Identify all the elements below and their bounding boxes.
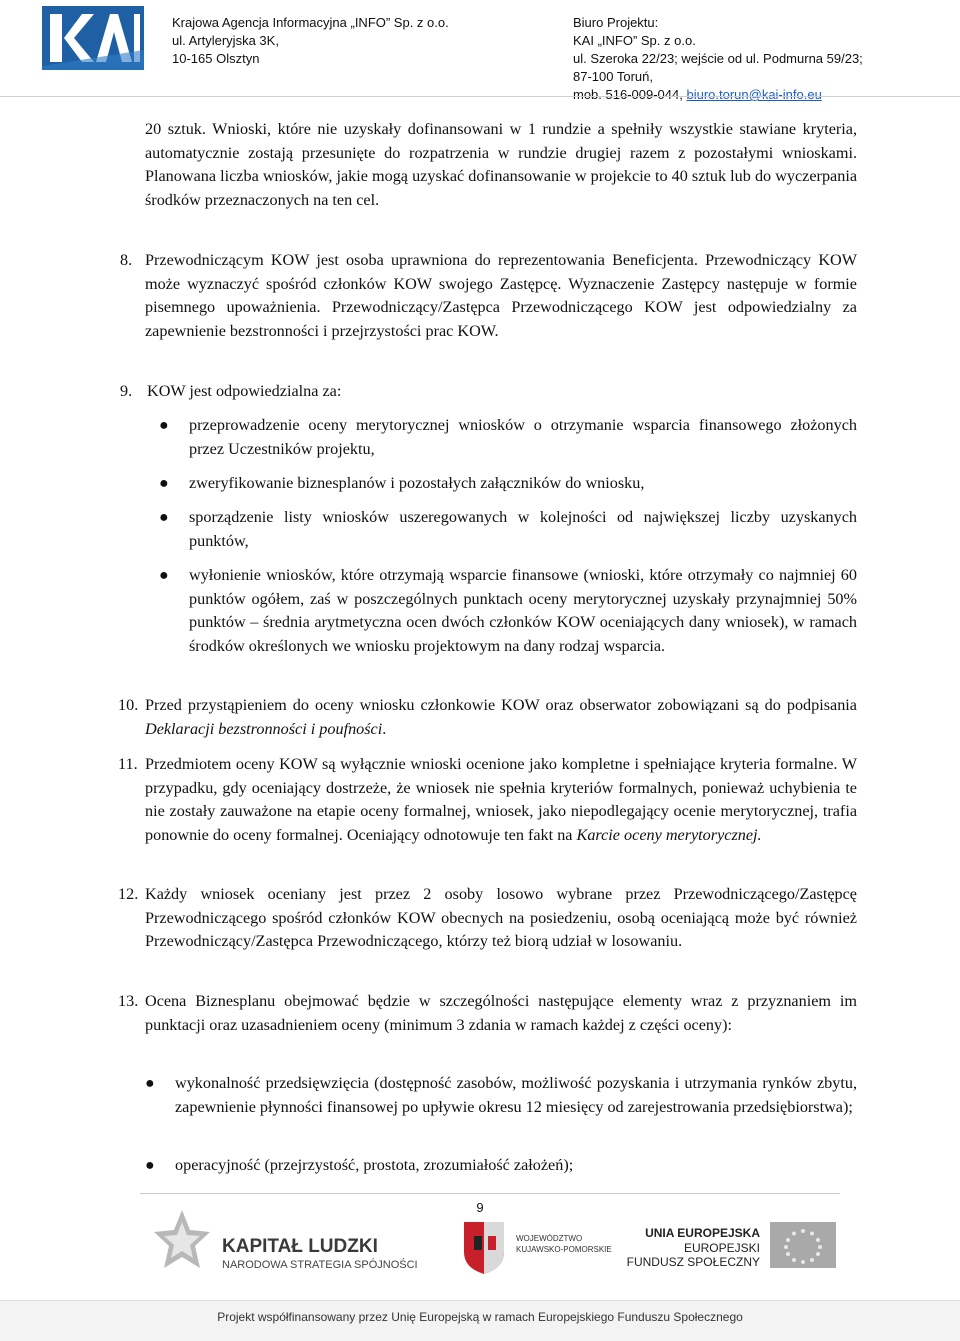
item-9-bullet-3: sporządzenie listy wniosków uszeregowanych w kolejności od największej liczby uzyskanych punktów,	[189, 508, 857, 550]
header-office-street: ul. Szeroka 22/23; wejście od ul. Podmurna 59/23;	[573, 51, 863, 66]
eu-label-line-3: FUNDUSZ SPOŁECZNY	[626, 1255, 760, 1269]
header-company-name: Krajowa Agencja Informacyjna „INFO” Sp. z o.o.	[172, 15, 449, 30]
item-9-bullet-2: zweryfikowanie biznesplanów i pozostałych załączników do wniosku,	[189, 474, 645, 492]
footer-divider	[140, 1193, 840, 1194]
item-10-number: 10.	[118, 696, 139, 714]
item-13-bullet-1: wykonalność przedsięwzięcia (dostępność zasobów, możliwość pozyskania i utrzymania rynków zbytu, zapewnienie płynności finansowej po upływie okresu 12 miesięcy od zarejestrowania przedsiębiorstwa);	[175, 1074, 857, 1116]
item-12-text: Każdy wniosek oceniany jest przez 2 osoby losowo wybrane przez Przewodniczącego/Zastępcę Przewodniczącego spośród członków KOW obecnych na posiedzeniu, osobą oceniającą może być również Przewodniczący/Zastępca Przewodniczącego, którzy też biorą udział w losowaniu.	[145, 885, 857, 951]
item-11-number: 11.	[118, 755, 138, 773]
page-number: 9	[476, 1200, 484, 1215]
bullet-icon: ●	[159, 475, 169, 492]
kai-logo	[42, 6, 144, 70]
header-divider	[0, 96, 960, 97]
eu-label-line-1: UNIA EUROPEJSKA	[645, 1226, 760, 1240]
item-13-number: 13.	[118, 992, 139, 1010]
header-phone: mob. 516-009-044,	[573, 87, 687, 102]
bullet-icon: ●	[145, 1157, 155, 1174]
item-11-document-name: Karcie oceny merytorycznej.	[576, 826, 762, 845]
bullet-icon: ●	[145, 1075, 155, 1092]
paragraph-intro: 20 sztuk. Wnioski, które nie uzyskały dofinansowani w 1 rundzie a spełniły wszystkie stawiane kryteria, automatycznie zostają przesunięte do rozpatrzenia w rundzie drugiej razem z pozostałymi wnioskami. Planowana liczba wniosków, jakie mogą uzyskać dofinansowanie w projekcie to 40 sztuk lub do wyczerpania środków przeznaczonych na ten cel.	[145, 120, 857, 210]
item-9-text: KOW jest odpowiedzialna za:	[147, 382, 342, 400]
item-12-number: 12.	[118, 885, 139, 903]
bullet-icon: ●	[159, 567, 169, 584]
header-email-link[interactable]: biuro.torun@kai-info.eu	[686, 87, 822, 102]
eu-label-line-2: EUROPEJSKI	[683, 1241, 760, 1255]
cofinancing-statement: Projekt współfinansowany przez Unię Europejską w ramach Europejskiego Funduszu Społecznego	[217, 1310, 743, 1324]
item-8-number: 8.	[120, 251, 133, 269]
item-11-main-text: Przedmiotem oceny KOW są wyłącznie wnioski ocenione jako kompletne i spełniające kryteria formalne. W przypadku, gdy oceniający dostrzeże, że wniosek nie spełnia kryteriów formalnych, ponieważ uchybienia te nie zostały zauważone na etapie oceny formalnej, wniosek, jako niepodlegający ocenie merytorycznej, trafia ponownie do oceny formalnej. Oceniający odnotowuje ten fakt na	[145, 755, 857, 845]
item-10-end: .	[382, 719, 387, 738]
header-office-city: 87-100 Toruń,	[573, 69, 653, 84]
item-13-text: Ocena Biznesplanu obejmować będzie w szczególności następujące elementy wraz z przyznaniem im punktacji oraz uzasadnieniem oceny (minimum 3 zdania w ramach każdej z części oceny):	[145, 992, 857, 1034]
header-company-address	[172, 14, 449, 68]
bullet-icon: ●	[159, 417, 169, 434]
item-11-text	[145, 753, 857, 848]
item-13-bullet-2: operacyjność (przejrzystość, prostota, zrozumiałość założeń);	[175, 1156, 574, 1174]
region-name-line-1: WOJEWÓDZTWO	[516, 1234, 583, 1243]
header-office-company: KAI „INFO” Sp. z o.o.	[573, 33, 696, 48]
item-10-main-text: Przed przystąpieniem do oceny wniosku członkowie KOW oraz obserwator zobowiązani są do podpisania	[145, 696, 857, 714]
item-9-bullet-4: wyłonienie wniosków, które otrzymają wsparcie finansowe (wnioski, które otrzymały co najmniej 60 punktów ogółem, zaś w poszczególnych punktach oceny merytorycznej uzyskały przynajmniej 50% punktów – średnia arytmetyczna ocen dwóch członków KOW oceniających dany wniosek), w ramach środków określonych we wniosku projektowym na dany rodzaj wsparcia.	[189, 566, 857, 656]
kapital-ludzki-subtitle: NARODOWA STRATEGIA SPÓJNOŚCI	[222, 1259, 418, 1271]
item-8-text: Przewodniczącym KOW jest osoba uprawniona do reprezentowania Beneficjenta. Przewodniczący KOW może wyznaczyć spośród członków KOW swojego Zastępcę. Wyznaczenie Zastępcy następuje w formie pisemnego upoważnienia. Przewodniczący/Zastępca Przewodniczącego KOW jest odpowiedzialny za zapewnienie bezstronności i przejrzystości prac KOW.	[145, 251, 857, 341]
bullet-icon: ●	[159, 509, 169, 526]
header-office-label: Biuro Projektu:	[573, 15, 659, 30]
kapital-ludzki-title: KAPITAŁ LUDZKI	[222, 1236, 378, 1257]
region-name-line-2: KUJAWSKO-POMORSKIE	[516, 1245, 612, 1254]
item-9-bullet-1: przeprowadzenie oceny merytorycznej wniosków o otrzymanie wsparcia finansowego złożonych przez Uczestników projektu,	[189, 416, 857, 458]
eu-flag-icon	[770, 1222, 836, 1268]
region-coat-of-arms-icon	[460, 1218, 508, 1276]
header-street: ul. Artyleryjska 3K,	[172, 33, 279, 48]
item-10-document-name: Deklaracji bezstronności i poufności	[145, 719, 383, 738]
item-10-text	[145, 694, 857, 741]
header-contact-line	[573, 86, 863, 104]
header-project-office	[573, 14, 863, 104]
header-city: 10-165 Olsztyn	[172, 51, 260, 66]
item-9-number: 9.	[120, 382, 133, 400]
kapital-ludzki-star-icon	[152, 1208, 212, 1274]
